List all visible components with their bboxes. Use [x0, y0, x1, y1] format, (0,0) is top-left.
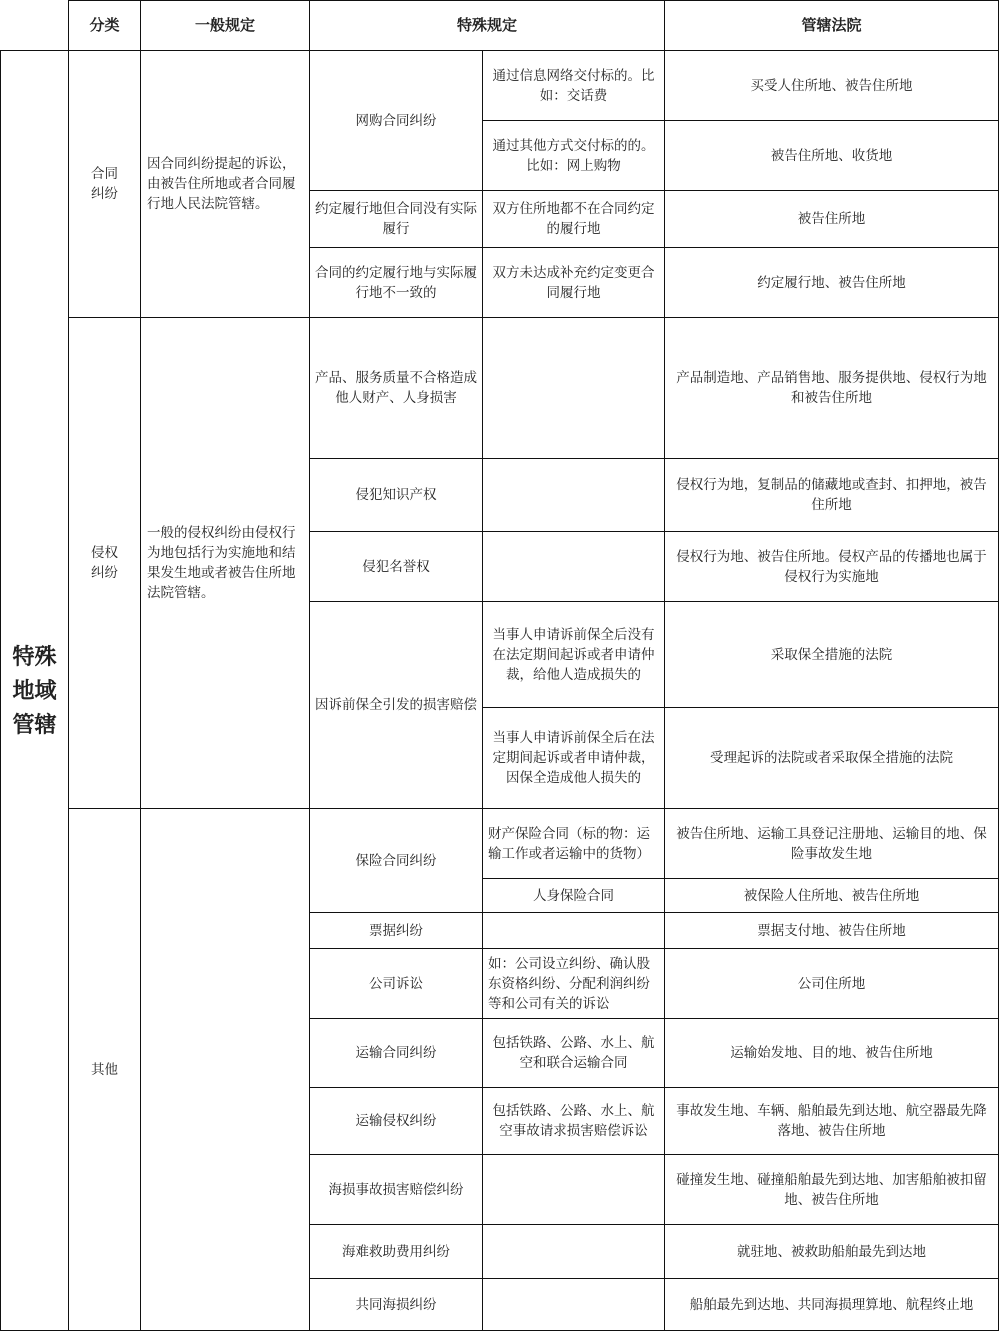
- section-title-text: 特殊地域管辖: [12, 643, 57, 737]
- header-row: [1, 1, 999, 51]
- court-cell: 产品制造地、产品销售地、服务提供地、侵权行为地和被告住所地: [665, 318, 999, 459]
- court-cell: 买受人住所地、被告住所地: [665, 51, 999, 121]
- category-contract-text: 合同纠纷: [91, 166, 118, 201]
- case-cell: 海难救助费用纠纷: [310, 1225, 483, 1279]
- case-cell: 公司诉讼: [310, 949, 483, 1019]
- case-cell: 侵犯名誉权: [310, 532, 483, 602]
- general-contract: 因合同纠纷提起的诉讼，由被告住所地或者合同履行地人民法院管辖。: [141, 51, 310, 318]
- court-cell: 侵权行为地，复制品的储藏地或查封、扣押地，被告住所地: [665, 459, 999, 532]
- general-other: [141, 809, 310, 1331]
- header-court: 管辖法院: [665, 1, 999, 51]
- court-cell: 采取保全措施的法院: [665, 602, 999, 708]
- case-cell: 海损事故损害赔偿纠纷: [310, 1155, 483, 1225]
- category-tort-text: 侵权纠纷: [91, 545, 118, 580]
- blank-header-cell: [1, 1, 69, 51]
- detail-cell: 如：公司设立纠纷、确认股东资格纠纷、分配利润纠纷等和公司有关的诉讼: [483, 949, 665, 1019]
- court-cell: 被保险人住所地、被告住所地: [665, 879, 999, 913]
- detail-cell: 当事人申请诉前保全后没有在法定期间起诉或者申请仲裁，给他人造成损失的: [483, 602, 665, 708]
- header-general: 一般规定: [141, 1, 310, 51]
- detail-cell: 当事人申请诉前保全后在法定期间起诉或者申请仲裁，因保全造成他人损失的: [483, 708, 665, 809]
- case-cell: 侵犯知识产权: [310, 459, 483, 532]
- court-cell: 公司住所地: [665, 949, 999, 1019]
- table-row: [1, 318, 999, 459]
- table-row: [1, 51, 999, 121]
- section-title: [1, 51, 69, 1331]
- case-cell: 网购合同纠纷: [310, 51, 483, 191]
- court-cell: 被告住所地、运输工具登记注册地、运输目的地、保险事故发生地: [665, 809, 999, 879]
- detail-cell: [483, 318, 665, 459]
- court-cell: 碰撞发生地、碰撞船舶最先到达地、加害船舶被扣留地、被告住所地: [665, 1155, 999, 1225]
- case-cell: 约定履行地但合同没有实际履行: [310, 191, 483, 248]
- court-cell: 约定履行地、被告住所地: [665, 248, 999, 318]
- detail-cell: 人身保险合同: [483, 879, 665, 913]
- detail-cell: [483, 459, 665, 532]
- detail-cell: [483, 1279, 665, 1331]
- case-cell: 产品、服务质量不合格造成他人财产、人身损害: [310, 318, 483, 459]
- court-cell: 被告住所地、收货地: [665, 121, 999, 191]
- court-cell: 票据支付地、被告住所地: [665, 913, 999, 949]
- table-row: [1, 809, 999, 879]
- case-cell: 票据纠纷: [310, 913, 483, 949]
- category-tort: [69, 318, 141, 809]
- court-cell: 就驻地、被救助船舶最先到达地: [665, 1225, 999, 1279]
- detail-cell: 通过其他方式交付标的的。比如：网上购物: [483, 121, 665, 191]
- court-cell: 被告住所地: [665, 191, 999, 248]
- general-tort: 一般的侵权纠纷由侵权行为地包括行为实施地和结果发生地或者被告住所地法院管辖。: [141, 318, 310, 809]
- detail-cell: [483, 1225, 665, 1279]
- detail-cell: 通过信息网络交付标的。比如：交话费: [483, 51, 665, 121]
- header-category: 分类: [69, 1, 141, 51]
- case-cell: 共同海损纠纷: [310, 1279, 483, 1331]
- court-cell: 运输始发地、目的地、被告住所地: [665, 1019, 999, 1088]
- court-cell: 船舶最先到达地、共同海损理算地、航程终止地: [665, 1279, 999, 1331]
- category-contract: [69, 51, 141, 318]
- detail-cell: 包括铁路、公路、水上、航空和联合运输合同: [483, 1019, 665, 1088]
- court-cell: 事故发生地、车辆、船舶最先到达地、航空器最先降落地、被告住所地: [665, 1088, 999, 1155]
- detail-cell: 财产保险合同（标的物：运输工作或者运输中的货物）: [483, 809, 665, 879]
- court-cell: 侵权行为地、被告住所地。侵权产品的传播地也属于侵权行为实施地: [665, 532, 999, 602]
- case-cell: 因诉前保全引发的损害赔偿: [310, 602, 483, 809]
- detail-cell: 包括铁路、公路、水上、航空事故请求损害赔偿诉讼: [483, 1088, 665, 1155]
- case-cell: 保险合同纠纷: [310, 809, 483, 913]
- case-cell: 运输合同纠纷: [310, 1019, 483, 1088]
- category-other: 其他: [69, 809, 141, 1331]
- case-cell: 合同的约定履行地与实际履行地不一致的: [310, 248, 483, 318]
- detail-cell: 双方住所地都不在合同约定的履行地: [483, 191, 665, 248]
- detail-cell: [483, 532, 665, 602]
- detail-cell: 双方未达成补充约定变更合同履行地: [483, 248, 665, 318]
- detail-cell: [483, 1155, 665, 1225]
- detail-cell: [483, 913, 665, 949]
- case-cell: 运输侵权纠纷: [310, 1088, 483, 1155]
- header-special: 特殊规定: [310, 1, 665, 51]
- court-cell: 受理起诉的法院或者采取保全措施的法院: [665, 708, 999, 809]
